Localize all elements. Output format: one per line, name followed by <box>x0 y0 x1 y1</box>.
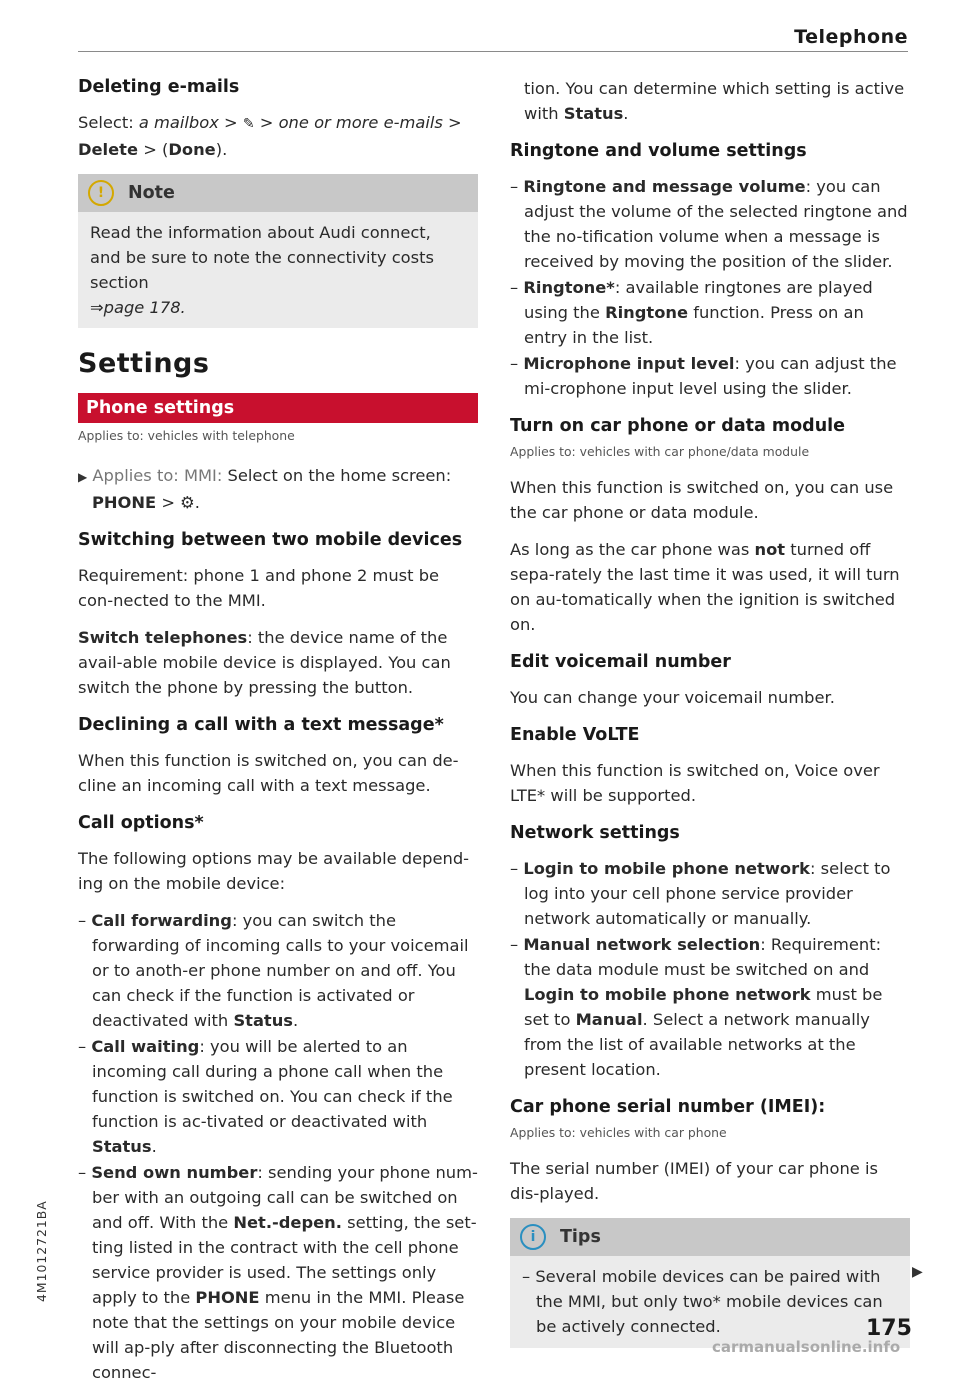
call-options-heading: Call options* <box>78 813 204 833</box>
exclamation-icon: ! <box>88 180 114 206</box>
info-icon: i <box>520 1224 546 1250</box>
list-item: – Ringtone and message volume: you can adjust the volume of the selected ringtone and the no-tification volume when a message is received by moving the position of the slider. <box>510 177 908 271</box>
page-number: 175 <box>866 1316 912 1341</box>
switching-requirement: Requirement: phone 1 and phone 2 must be con-nected to the MMI. <box>78 566 440 610</box>
tips-box <box>510 1218 910 1348</box>
deleting-emails-steps: Select: a mailbox > ✎ > one or more e-mails > Delete > (Done). <box>78 113 462 159</box>
voicemail-heading: Edit voicemail number <box>510 652 731 672</box>
note-box <box>78 174 478 328</box>
list-item: – Ringtone*: available ringtones are played using the Ringtone function. Press on an entry in the list. <box>510 278 873 347</box>
ringtone-heading: Ringtone and volume settings <box>510 141 807 161</box>
imei-heading: Car phone serial number (IMEI): <box>510 1097 826 1117</box>
car-phone-text-2: As long as the car phone was not turned off sepa-rately the last time it was used, it will turn on au-tomatically when the ignition is switched on. <box>510 540 900 634</box>
right-column <box>510 76 910 1362</box>
imei-applies: Applies to: vehicles with car phone <box>510 1125 727 1140</box>
network-heading: Network settings <box>510 823 680 843</box>
watermark: carmanualsonline.info <box>712 1338 901 1356</box>
gear-icon: ⚙ <box>180 493 195 512</box>
deleting-emails-heading: Deleting e-mails <box>78 77 240 97</box>
car-phone-heading: Turn on car phone or data module <box>510 416 846 436</box>
edit-list-icon: ✎ <box>242 116 255 132</box>
list-item: – Call waiting: you will be alerted to an incoming call during a phone call when the function is switched on. You can check if the function is ac-tivated or deactivated with Status. <box>78 1037 453 1156</box>
voicemail-text: You can change your voicemail number. <box>510 688 835 707</box>
list-item: – Send own number: sending your phone num-ber with an outgoing call can be switched on and off. With the Net.-depen. setting, the set-ting listed in the contract with the cell phone service provider is used. The settings only apply to the PHONE menu in the MMI. Please note that the settings on your mobile device will ap-ply after disconnecting the Bluetooth connec- <box>78 1163 478 1382</box>
phone-settings-bar: Phone settings <box>78 393 478 423</box>
phone-settings-applies: Applies to: vehicles with telephone <box>78 428 295 443</box>
settings-heading: Settings <box>78 348 210 379</box>
list-item: – Call forwarding: you can switch the forwarding of incoming calls to your voicemail or to anoth-er phone number on and off. You can check if the function is activated or deactivated with Status. <box>78 911 469 1030</box>
document-code: 4M1012721BA <box>34 1200 49 1302</box>
tips-title: Tips <box>560 1227 601 1247</box>
triangle-bullet-icon: ▶ <box>78 470 88 484</box>
declining-text: When this function is switched on, you can de-cline an incoming call with a text message. <box>78 751 459 795</box>
switch-telephones-text: Switch telephones: the device name of the avail-able mobile device is displayed. You can switch the phone by pressing the button. <box>78 628 451 697</box>
mmi-instruction: ▶ Applies to: MMI: Select on the home screen: PHONE > ⚙. <box>78 466 452 512</box>
tips-body: – Several mobile devices can be paired with the MMI, but only two* mobile devices can be actively connected. <box>522 1267 883 1336</box>
volte-text: When this function is switched on, Voice over LTE* will be supported. <box>510 761 880 805</box>
list-item: – Manual network selection: Requirement: the data module must be switched on and Login to mobile phone network must be set to Manual. Select a network manually from the list of available networks at the present location. <box>510 935 883 1079</box>
left-column <box>78 74 478 1386</box>
declining-heading: Declining a call with a text message* <box>78 715 444 735</box>
header-divider <box>78 51 908 52</box>
imei-text: The serial number (IMEI) of your car phone is dis-played. <box>510 1159 878 1203</box>
note-body: Read the information about Audi connect, and be sure to note the connectivity costs section ⇒page 178. <box>90 223 434 317</box>
switching-heading: Switching between two mobile devices <box>78 530 463 550</box>
continued-text: tion. You can determine which setting is active with Status. <box>524 79 905 123</box>
section-header-title: Telephone <box>794 26 908 48</box>
volte-heading: Enable VoLTE <box>510 725 640 745</box>
next-page-arrow-icon: ▶ <box>912 1264 923 1280</box>
note-title: Note <box>128 183 175 203</box>
list-item: – Microphone input level: you can adjust the mi-crophone input level using the slider. <box>510 354 897 398</box>
page-link[interactable]: ⇒page 178. <box>90 298 186 317</box>
list-item: – Login to mobile phone network: select to log into your cell phone service provider network automatically or manually. <box>510 859 891 928</box>
car-phone-text-1: When this function is switched on, you can use the car phone or data module. <box>510 478 894 522</box>
call-options-text: The following options may be available depend-ing on the mobile device: <box>78 849 470 893</box>
car-phone-applies: Applies to: vehicles with car phone/data module <box>510 444 810 459</box>
